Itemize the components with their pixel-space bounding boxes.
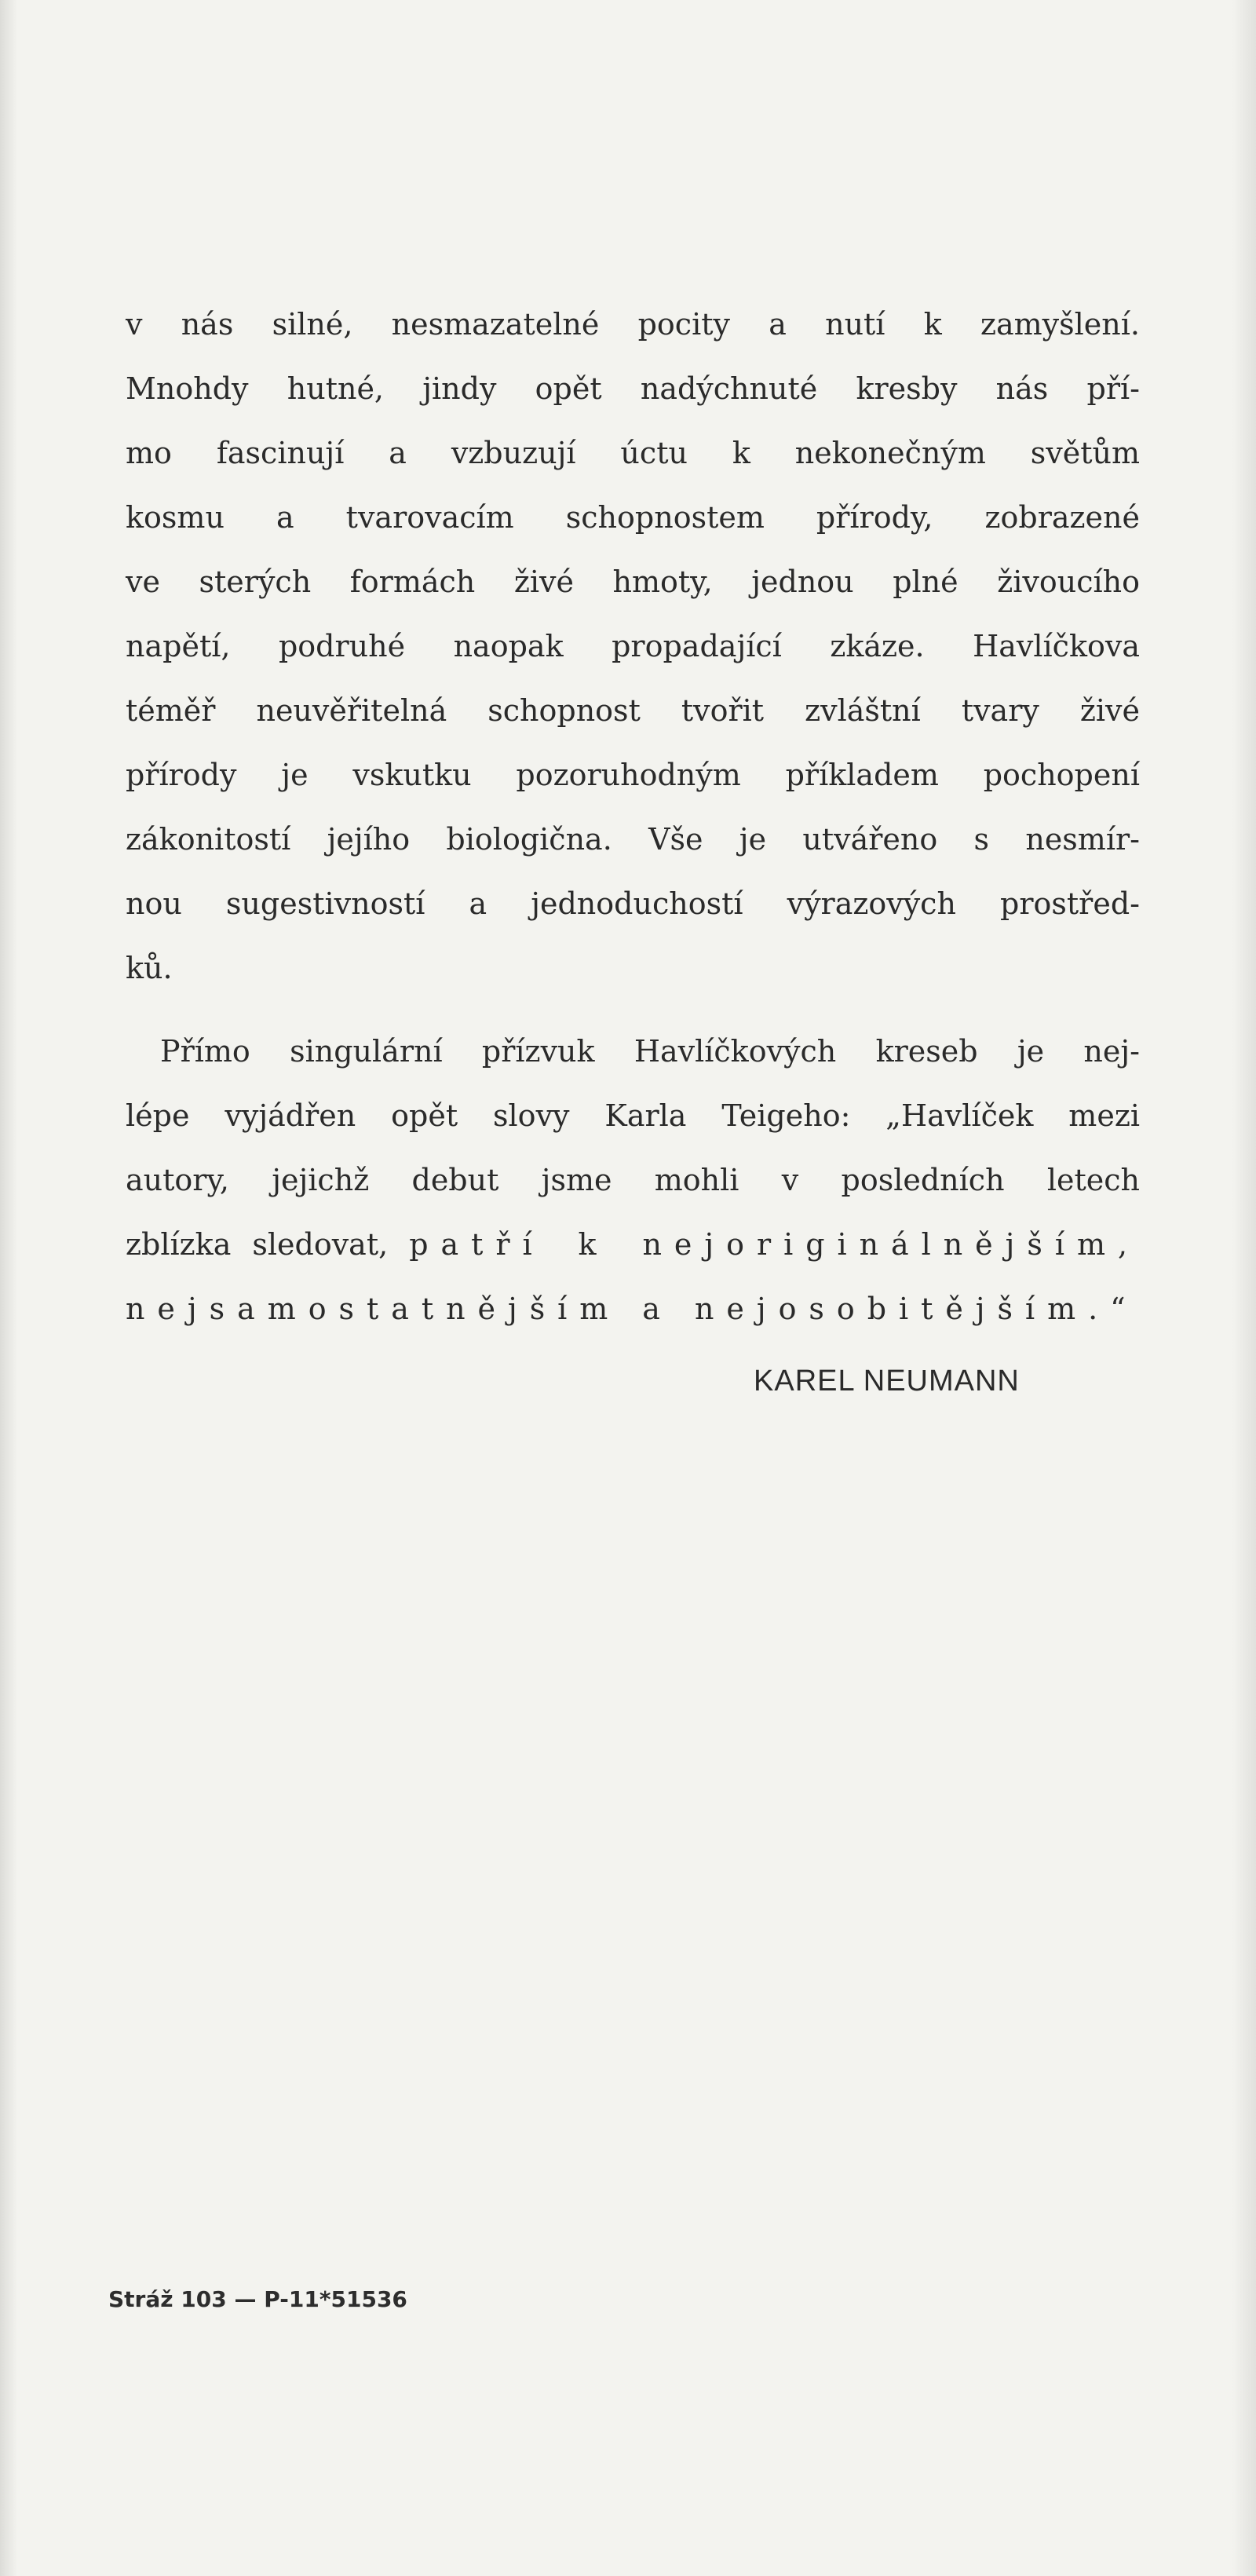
text-line <box>126 1277 1140 1341</box>
author-signature: KAREL NEUMANN <box>754 1365 1020 1398</box>
text-line: autory, jejichž debut jsme mohli v posledních letech <box>126 1163 1140 1197</box>
text-line: téměř neuvěřitelná schopnost tvořit zvláštní tvary živé <box>126 693 1140 728</box>
text-segment: zblízka sledovat, <box>126 1227 389 1262</box>
text-line: Přímo singulární přízvuk Havlíčkových kreseb je nej- <box>160 1034 1140 1069</box>
text-line: ve sterých formách živé hmoty, jednou plné živoucího <box>126 565 1140 599</box>
text-line: ků. <box>126 951 173 985</box>
page-edge-shadow-right <box>1232 0 1256 2576</box>
text-line: nou sugestivností a jednoduchostí výrazových prostřed- <box>126 886 1140 921</box>
text-line: v nás silné, nesmazatelné pocity a nutí k zamyšlení. <box>126 307 1140 342</box>
text-line: mo fascinují a vzbuzují úctu k nekonečným světům <box>126 436 1140 470</box>
text-line: Mnohdy hutné, jindy opět nadýchnuté kresby nás pří- <box>126 371 1140 406</box>
text-line: lépe vyjádřen opět slovy Karla Teigeho: „Havlíček mezi <box>126 1098 1140 1133</box>
spaced-text-segment: nejsamostatnějším a nejosobitějším.“ <box>126 1292 1138 1326</box>
text-line <box>126 1212 1140 1277</box>
text-line: přírody je vskutku pozoruhodným příkladem pochopení <box>126 758 1140 792</box>
printer-imprint: Stráž 103 — P-11*51536 <box>108 2286 407 2312</box>
text-line: napětí, podruhé naopak propadající zkáze. Havlíčkova <box>126 629 1140 663</box>
spaced-text-segment: patří k nejoriginálnějším, <box>409 1227 1140 1262</box>
text-line: zákonitostí jejího biologična. Vše je utvářeno s nesmír- <box>126 822 1140 857</box>
body-text <box>126 292 1140 1341</box>
paragraph-gap <box>126 1000 1140 1019</box>
page-edge-shadow-left <box>0 0 17 2576</box>
text-line: kosmu a tvarovacím schopnostem přírody, zobrazené <box>126 500 1140 535</box>
